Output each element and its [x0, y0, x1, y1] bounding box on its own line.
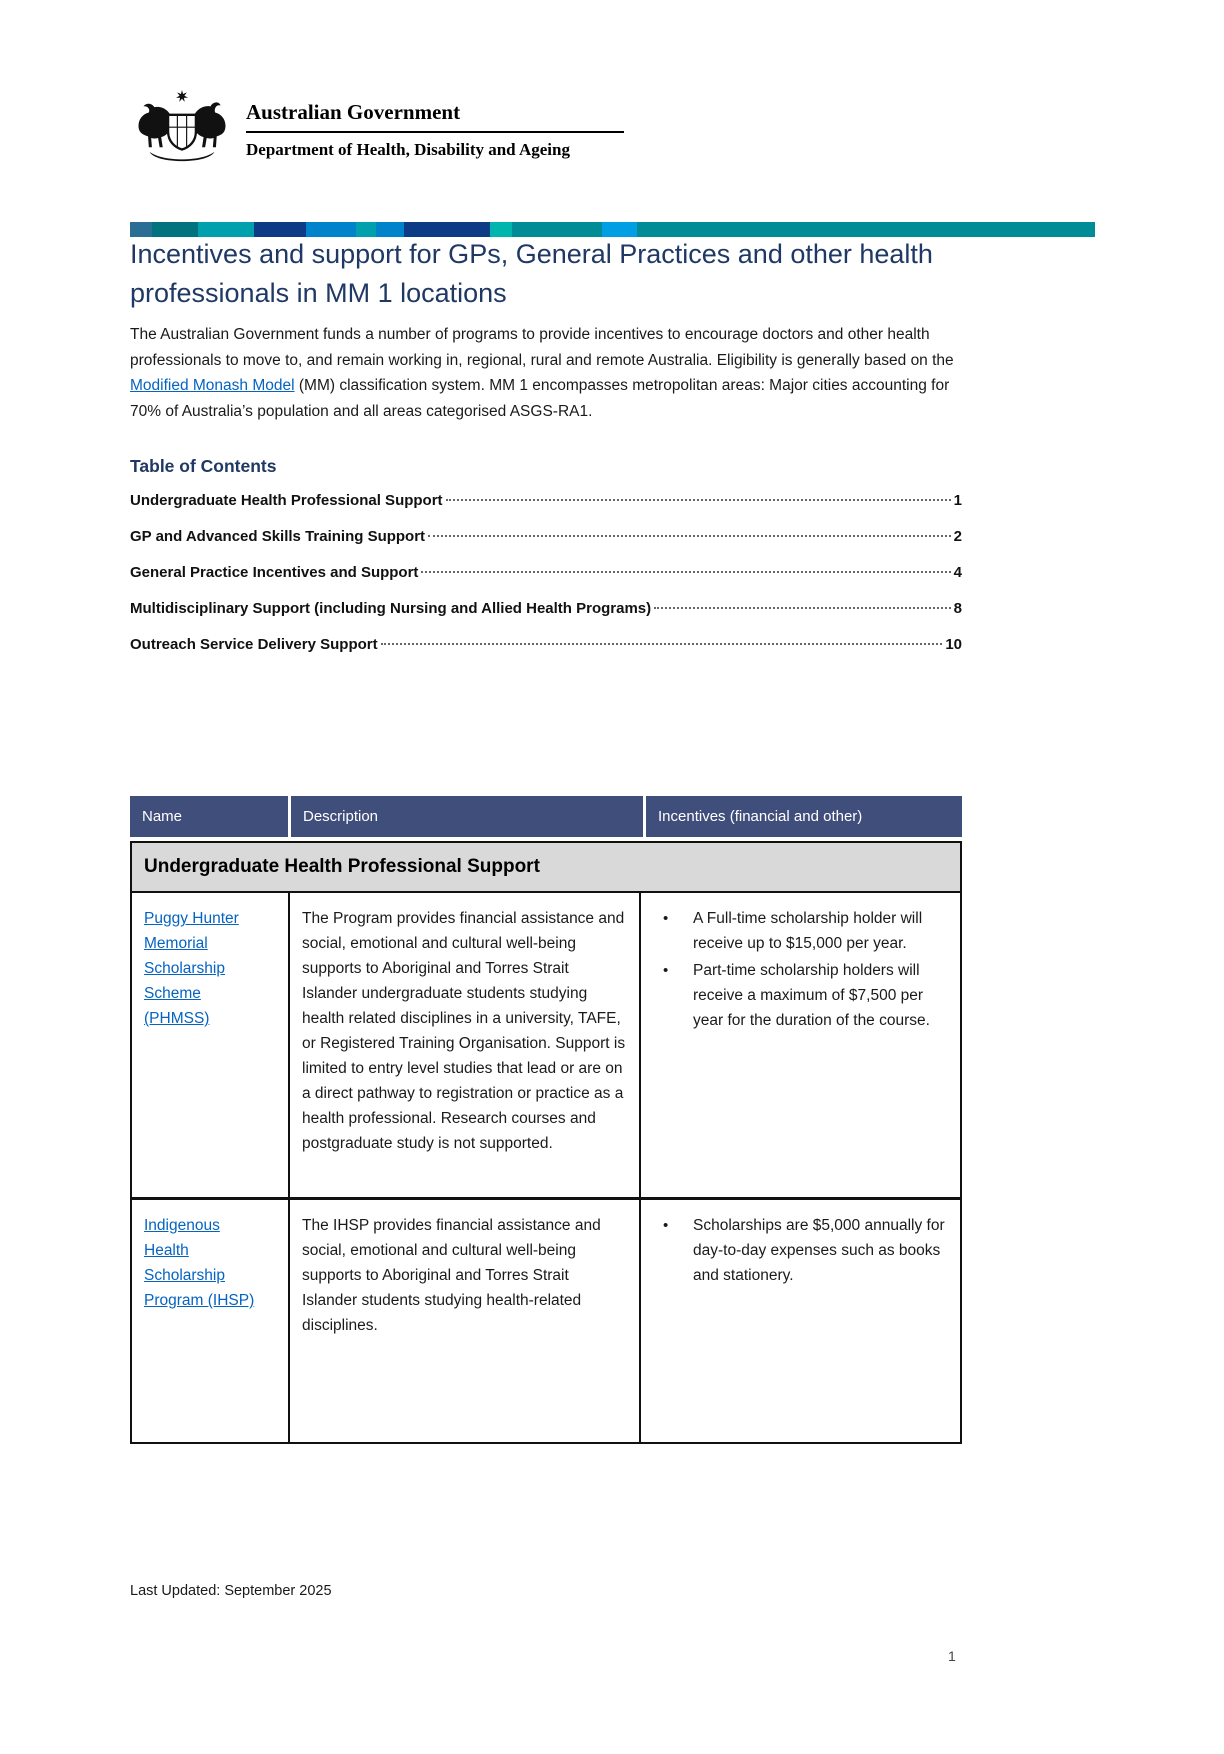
intro-text-before: The Australian Government funds a number of programs to provide incentives to encourage doctors and other health professionals to move to, and remain working in, regional, rural and remote Australia. Eligibility is generally based on the — [130, 326, 954, 369]
intro-text-after: (MM) classification system. MM 1 encompasses metropolitan areas: Major cities accounting for 70% of Australia’s population and all areas categorised ASGS-RA1. — [130, 377, 950, 420]
toc-entry-general-practice[interactable] — [130, 564, 962, 600]
toc-entry-page: 1 — [953, 492, 962, 509]
toc-entry-undergraduate[interactable] — [130, 492, 962, 528]
page-number: 1 — [948, 1648, 956, 1664]
toc-entry-outreach[interactable] — [130, 636, 962, 672]
toc-leader-dots — [446, 499, 951, 501]
header-divider — [246, 131, 624, 133]
toc-entry-page: 10 — [945, 636, 962, 653]
column-header-name: Name — [130, 796, 288, 837]
column-header-description: Description — [291, 796, 643, 837]
table-row — [132, 893, 960, 1197]
coat-of-arms-icon — [128, 86, 236, 176]
ihsp-link[interactable]: Indigenous Health Scholarship Program (IHSP) — [144, 1217, 255, 1309]
toc-entry-page: 2 — [953, 528, 962, 545]
description-cell: The IHSP provides financial assistance and social, emotional and cultural well-being supports to Aboriginal and Torres Strait Islander students studying health-related disciplines. — [288, 1200, 639, 1442]
incentive-item: • Part-time scholarship holders will receive a maximum of $7,500 per year for the duration of the course. — [653, 958, 948, 1033]
intro-paragraph — [130, 322, 968, 424]
government-title: Australian Government — [246, 100, 461, 124]
toc-entry-page: 4 — [953, 564, 962, 581]
incentive-item: • A Full-time scholarship holder will receive up to $15,000 per year. — [653, 906, 948, 956]
programs-table — [130, 796, 962, 1444]
toc-entry-label: General Practice Incentives and Support — [130, 564, 419, 581]
page-title: Incentives and support for GPs, General Practices and other health professionals in MM 1 locations — [130, 239, 933, 308]
incentive-item: • Scholarships are $5,000 annually for day-to-day expenses such as books and stationery. — [653, 1213, 948, 1288]
incentives-list — [653, 906, 948, 1033]
table-row — [132, 1197, 960, 1442]
government-header — [128, 86, 624, 176]
phmss-link[interactable]: Puggy Hunter Memorial Scholarship Scheme (PHMSS) — [144, 910, 239, 1027]
toc-leader-dots — [381, 643, 943, 645]
last-updated-text: Last Updated: September 2025 — [130, 1583, 332, 1599]
name-cell — [132, 893, 288, 1197]
toc-entry-label: Undergraduate Health Professional Support — [130, 492, 443, 509]
toc-entry-page: 8 — [953, 600, 962, 617]
toc-entry-label: Outreach Service Delivery Support — [130, 636, 378, 653]
column-header-incentives: Incentives (financial and other) — [646, 796, 962, 837]
toc-leader-dots — [428, 535, 951, 537]
name-cell — [132, 1200, 288, 1442]
toc-entry-label: Multidisciplinary Support (including Nursing and Allied Health Programs) — [130, 600, 652, 617]
toc-leader-dots — [654, 607, 951, 609]
incentives-cell — [639, 893, 960, 1197]
table-header-row — [130, 796, 962, 837]
table-of-contents — [130, 492, 962, 672]
toc-leader-dots — [421, 571, 950, 573]
table-body — [130, 841, 962, 1444]
toc-heading: Table of Contents — [130, 456, 277, 476]
toc-entry-multidisciplinary[interactable] — [130, 600, 962, 636]
government-header-text — [246, 86, 624, 176]
incentives-cell — [639, 1200, 960, 1442]
description-cell: The Program provides financial assistance and social, emotional and cultural well-being supports to Aboriginal and Torres Strait Islander undergraduate students studying health related disciplines in a university, TAFE, or Registered Training Organisation. Support is limited to entry level studies that lead or are on a direct pathway to registration or practice as a health professional. Research courses and postgraduate study is not supported. — [288, 893, 639, 1197]
section-title-row: Undergraduate Health Professional Support — [132, 843, 960, 893]
incentives-list — [653, 1213, 948, 1288]
toc-entry-label: GP and Advanced Skills Training Support — [130, 528, 426, 545]
toc-entry-gp-training[interactable] — [130, 528, 962, 564]
modified-monash-model-link[interactable]: Modified Monash Model — [130, 377, 295, 394]
department-title: Department of Health, Disability and Ageing — [246, 140, 570, 159]
